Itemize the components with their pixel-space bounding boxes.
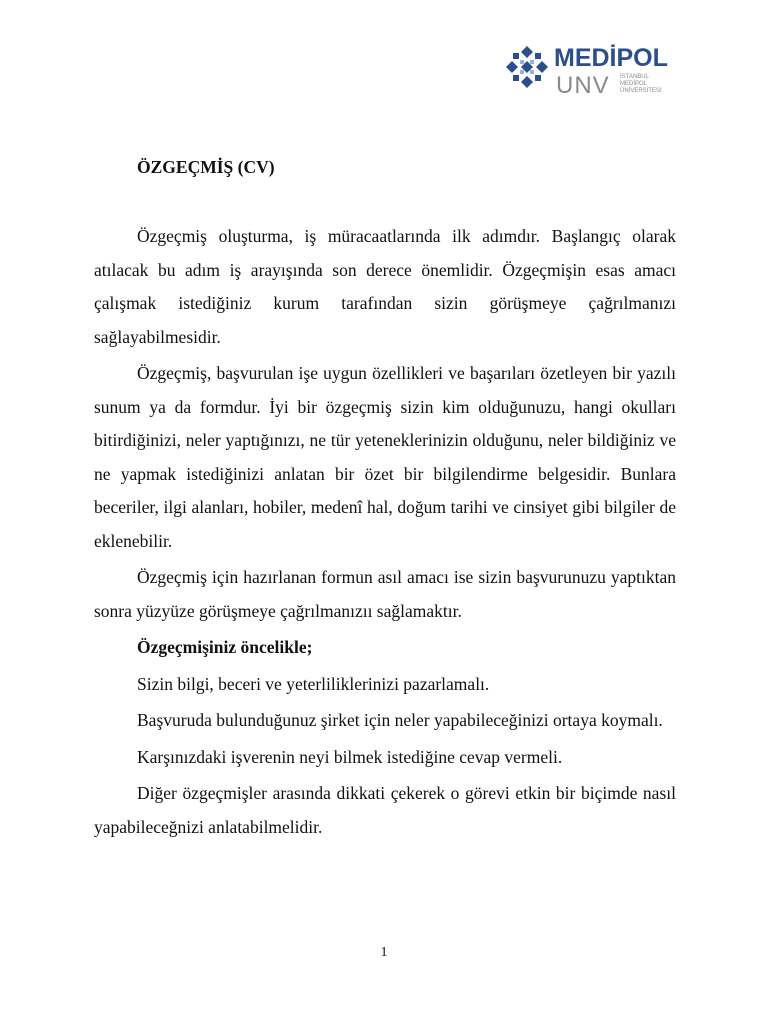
medipol-emblem-icon	[504, 44, 550, 90]
medipol-logo	[504, 40, 674, 106]
point-2: Başvuruda bulunduğunuz şirket için neler yapabileceğinizi ortaya koymalı.	[137, 710, 663, 730]
logo-subtitle	[620, 74, 674, 95]
point-1: Sizin bilgi, beceri ve yeterliliklerinizi pazarlamalı.	[137, 673, 490, 694]
logo-unv: UNV	[556, 72, 610, 99]
logo-brand-name: MEDİPOL	[554, 44, 668, 72]
paragraph-2: Özgeçmiş, başvurulan işe uygun özellikleri ve başarıları özetleyen bir yazılı sunum ya da formdur. İyi bir özgeçmiş sizin kim olduğunuzu, hangi okulları bitirdiğinizi, neler yaptığınızı, ne tür yeteneklerinizin olduğunu, neler bildiğiniz ve ne yapmak istediğinizi anlatan bir özet bir bilgilendirme belgesidir. Bunlara beceriler, ilgi alanları, hobiler, medenî hal, doğum tarihi ve cinsiyet gibi bilgiler de eklenebilir.	[94, 363, 676, 551]
logo-sub-line-1: İSTANBUL	[620, 74, 649, 80]
paragraph-1: Özgeçmiş oluşturma, iş müracaatlarında ilk adımdır. Başlangıç olarak atılacak bu adım iş arayışında son derece önemlidir. Özgeçmişin esas amacı çalışmak istediğiniz kurum tarafından sizin görüşmeye çağrılmanızı sağlayabilmesidir.	[94, 226, 676, 347]
document-text	[94, 220, 676, 847]
point-4: Diğer özgeçmişler arasında dikkati çekerek o görevi etkin bir biçimde nasıl yapabileceğnizi anlatabilmelidir.	[94, 783, 676, 837]
subheading: Özgeçmişiniz öncelikle;	[137, 637, 313, 657]
point-3: Karşınızdaki işverenin neyi bilmek istediğine cevap vermeli.	[137, 746, 563, 767]
logo-sub-line-3: ÜNİVERSİTESİ	[620, 88, 662, 94]
logo-sub-line-2: MEDİPOL	[620, 81, 648, 87]
paragraph-3: Özgeçmiş için hazırlanan formun asıl amacı ise sizin başvurunuzu yaptıktan sonra yüzyüze görüşmeye çağrılmanızıı sağlamaktır.	[94, 567, 676, 621]
document-title: ÖZGEÇMİŞ (CV)	[137, 157, 275, 177]
page-number: 1	[380, 945, 388, 960]
